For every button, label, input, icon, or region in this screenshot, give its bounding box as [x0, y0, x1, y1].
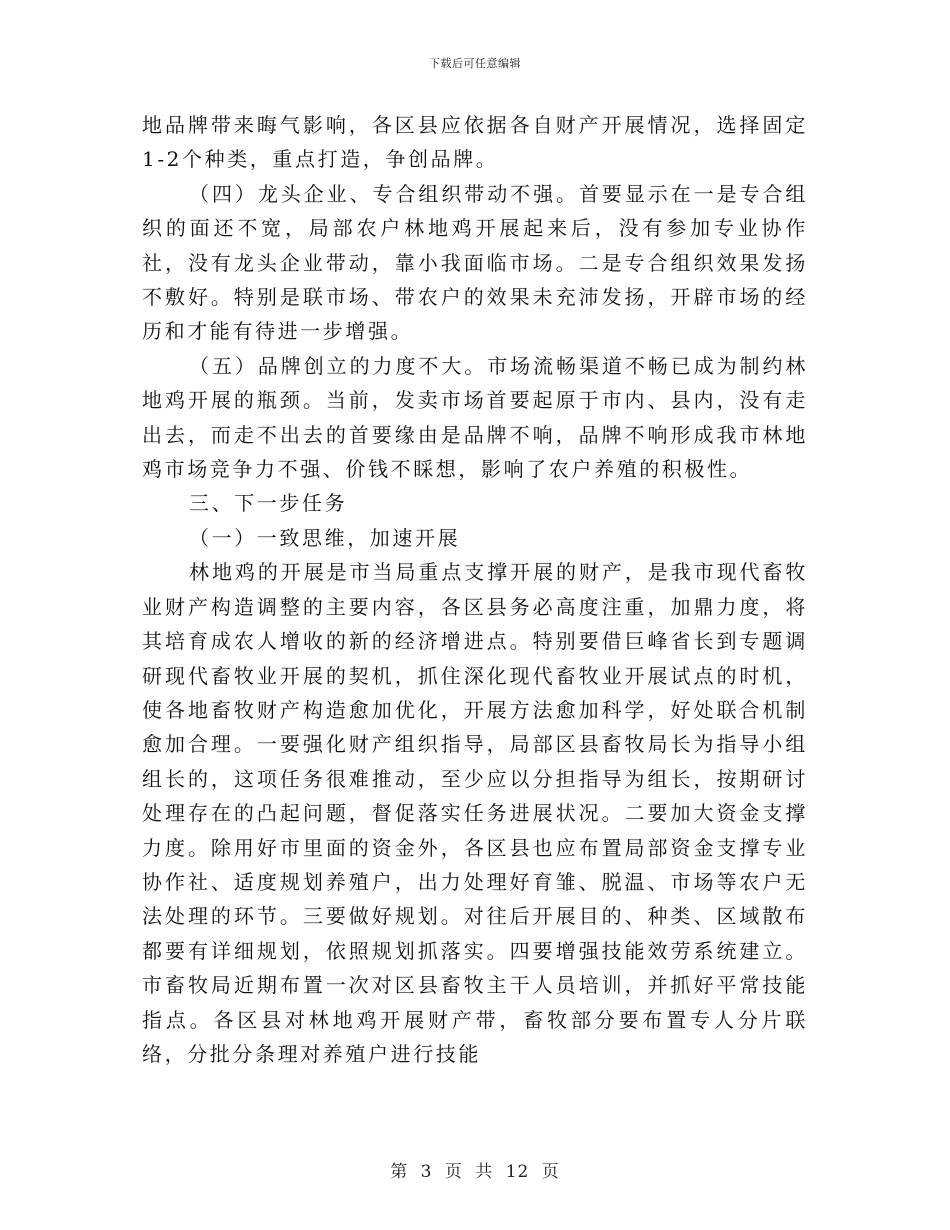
paragraph-development-plan: 林地鸡的开展是市当局重点支撑开展的财产，是我市现代畜牧业财产构造调整的主要内容，各区县务必高度注重，加鼎力度，将其培育成农人增收的新的经济增进点。特别要借巨峰省长到专题调研现代畜牧业开展的契机，抓住深化现代畜牧业开展试点的时机，使各地畜牧财产构造愈加优化，开展方法愈加科学，好处联合机制愈加合理。一要强化财产组织指导，局部区县畜牧局长为指导小组组长的，这项任务很难推动，至少应以分担指导为组长，按期研讨处理存在的凸起问题，督促落实任务进展状况。二要加大资金支撑力度。除用好市里面的资金外，各区县也应布置局部资金支撑专业协作社、适度规划养殖户，出力处理好育雏、脱温、市场等农户无法处理的环节。三要做好规划。对往后开展目的、种类、区域散布都要有详细规划，依照规划抓落实。四要增强技能效劳系统建立。市畜牧局近期布置一次对区县畜牧主干人员培训，并抓好平常技能指点。各区县对林地鸡开展财产带，畜牧部分要布置专人分片联络，分批分条理对养殖户进行技能 [142, 560, 808, 1066]
heading-next-steps: 三、下一步任务 [189, 491, 348, 516]
paragraph-section-five: （五）品牌创立的力度不大。市场流畅渠道不畅已成为制约林地鸡开展的瓶颈。当前，发卖市场首要起原于市内、县内，没有走出去，而走不出去的首要缘由是品牌不响，品牌不响形成我市林地鸡市场竞争力不强、价钱不睬想，影响了农户养殖的积极性。 [142, 353, 808, 482]
document-body [142, 108, 808, 1071]
paragraph-section-four: （四）龙头企业、专合组织带动不强。首要显示在一是专合组织的面还不宽，局部农户林地鸡开展起来后，没有参加专业协作社，没有龙头企业带动，靠小我面临市场。二是专合组织效果发扬不敷好。特别是联市场、带农户的效果未充沛发扬，开辟市场的经历和才能有待进一步增强。 [142, 181, 808, 344]
paragraph-continuation: 地品牌带来晦气影响，各区县应依据各自财产开展情况，选择固定1-2个种类，重点打造，争创品牌。 [142, 113, 808, 172]
subheading-unify-thinking: （一）一致思维，加速开展 [189, 525, 461, 550]
page-number: 第 3 页 共 12 页 [390, 1162, 560, 1182]
header-note: 下载后可任意编辑 [429, 57, 521, 70]
